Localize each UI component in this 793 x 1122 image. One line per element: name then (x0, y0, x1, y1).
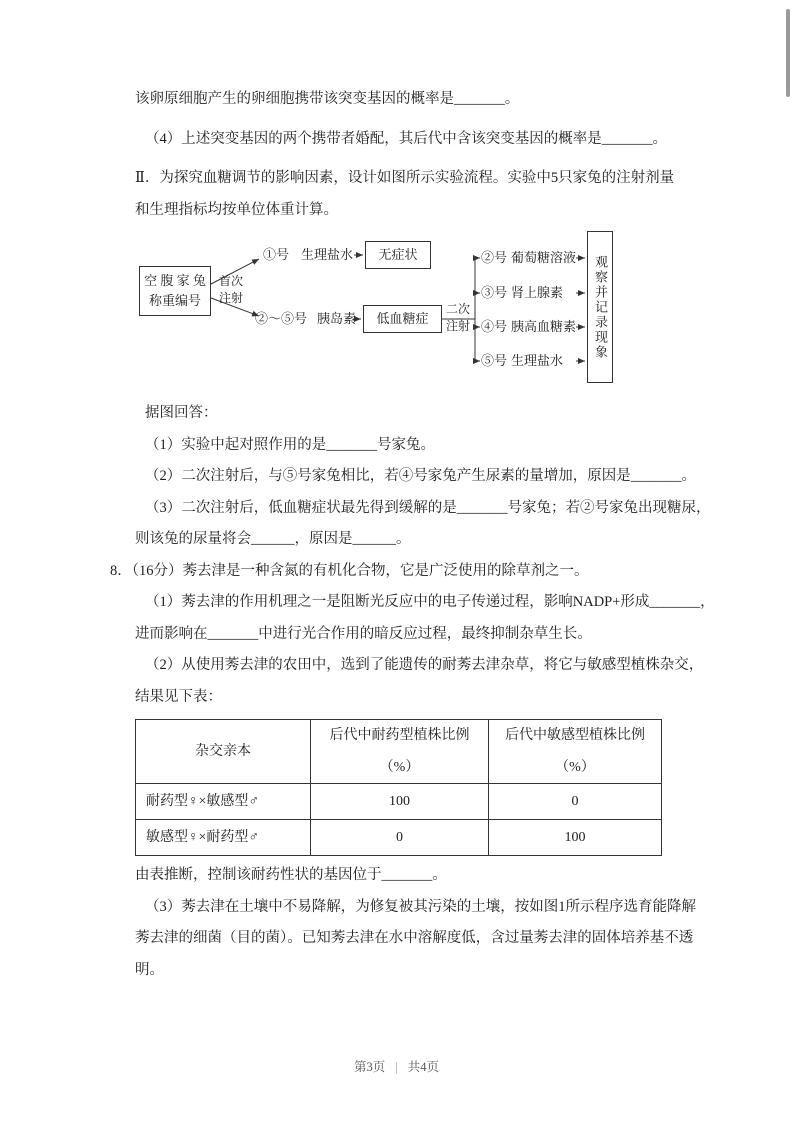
second-injection-line1: 二次 (446, 302, 471, 316)
text-line: （1）实验中起对照作用的是_______号家兔。 (145, 436, 435, 453)
experiment-flow-diagram (135, 228, 635, 394)
second-injection-row (481, 249, 576, 267)
table-row (136, 820, 662, 856)
row-agent-label: 葡萄糖溶液 (511, 250, 577, 265)
text-line: 该卵原细胞产生的卵细胞携带该突变基因的概率是_______。 (135, 91, 520, 107)
table-cell: 0 (311, 820, 489, 856)
row-rabbit-label: ⑤号 (481, 353, 508, 368)
second-injection-row (481, 284, 563, 302)
second-injection-line2: 注射 (446, 319, 471, 333)
footer-separator: | (395, 1060, 398, 1074)
table-cell: 0 (489, 784, 662, 820)
text-line: 则该兔的尿量将会______，原因是______。 (135, 531, 411, 547)
text-line: 据图回答： (145, 405, 218, 421)
text-line: 结果见下表： (135, 688, 222, 705)
text-line: 明。 (135, 961, 164, 978)
text-line: 进而影响在_______中进行光合作用的暗反应过程，最终抑制杂草生长。 (135, 625, 592, 642)
table-cell: 耐药型♀×敏感型♂ (136, 784, 311, 820)
branch1-rabbit-label: ①号 (263, 247, 290, 262)
text-line: （2）从使用莠去津的农田中，选到了能遗传的耐莠去津杂草，将它与敏感型植株杂交， (145, 657, 704, 673)
branch2-rabbit-label: ②～⑤号 (255, 311, 308, 326)
footer-page-number: 第3页 (353, 1060, 386, 1074)
first-injection-label (219, 273, 243, 307)
row-rabbit-label: ③号 (481, 285, 508, 300)
table-header-cell: 杂交亲本 (136, 720, 311, 784)
page-footer (0, 1057, 793, 1075)
first-injection-line2: 注射 (219, 291, 244, 305)
observe-record-box (587, 231, 613, 383)
table-cell: 100 (489, 820, 662, 856)
row-agent-label: 生理盐水 (511, 353, 564, 368)
text-line: 由表推断，控制该耐药性状的基因位于_______。 (135, 867, 447, 883)
row-rabbit-label: ④号 (481, 319, 508, 334)
text-line: （4）上述突变基因的两个携带者婚配，其后代中含该突变基因的概率是_______。 (145, 130, 667, 147)
second-injection-label (446, 301, 470, 335)
cross-results-table (135, 719, 662, 856)
start-box-line2: 称重编号 (148, 293, 201, 308)
branch1-agent-label: 生理盐水 (301, 247, 354, 262)
observe-record-text: 观察并记录现象 (593, 254, 608, 360)
no-symptom-box: 无症状 (365, 241, 431, 269)
text-line: （3）莠去津在土壤中不易降解，为修复被其污染的土壤，按如图1所示程序选育能降解 (145, 898, 696, 915)
start-box (139, 266, 211, 316)
table-cell: 100 (311, 784, 489, 820)
second-injection-row (481, 318, 576, 336)
table-header-row (136, 720, 662, 784)
text-line: （2）二次注射后，与⑤号家兔相比，若④号家兔产生尿素的量增加，原因是_______。 (145, 468, 696, 484)
text-line: Ⅱ．为探究血糖调节的影响因素，设计如图所示实验流程。实验中5只家兔的注射剂量 (135, 170, 675, 186)
second-injection-row (481, 352, 563, 370)
row-agent-label: 胰高血糖素 (511, 319, 577, 334)
document-body (110, 84, 715, 986)
table-row (136, 784, 662, 820)
table-header-cell: 后代中耐药型植株比例（%） (311, 720, 489, 784)
table-cell: 敏感型♀×耐药型♂ (136, 820, 311, 856)
table-header-cell: 后代中敏感型植株比例（%） (489, 720, 662, 784)
row-agent-label: 肾上腺素 (511, 285, 564, 300)
text-line: 和生理指标均按单位体重计算。 (135, 201, 338, 218)
footer-total-pages: 共4页 (407, 1060, 440, 1074)
hypoglycemia-box: 低血糖症 (363, 305, 442, 333)
row-rabbit-label: ②号 (481, 250, 508, 265)
text-line: （3）二次注射后，低血糖症状最先得到缓解的是_______号家兔；若②号家兔出现糖尿， (145, 499, 711, 516)
start-box-line1: 空 腹 家 兔 (144, 273, 206, 288)
text-line: 莠去津的细菌（目的菌）。已知莠去津在水中溶解度低，含过量莠去津的固体培养基不透 (135, 930, 694, 946)
text-line: （1）莠去津的作用机理之一是阻断光反应中的电子传递过程，影响NADP+形成_______， (145, 594, 715, 610)
scrollbar-thumb[interactable] (786, 9, 790, 97)
question-8-intro: 8．（16分）莠去津是一种含氮的有机化合物，它是广泛使用的除草剂之一。 (110, 562, 589, 579)
first-injection-line1: 首次 (219, 274, 244, 288)
branch2-agent-label: 胰岛素 (317, 311, 357, 326)
